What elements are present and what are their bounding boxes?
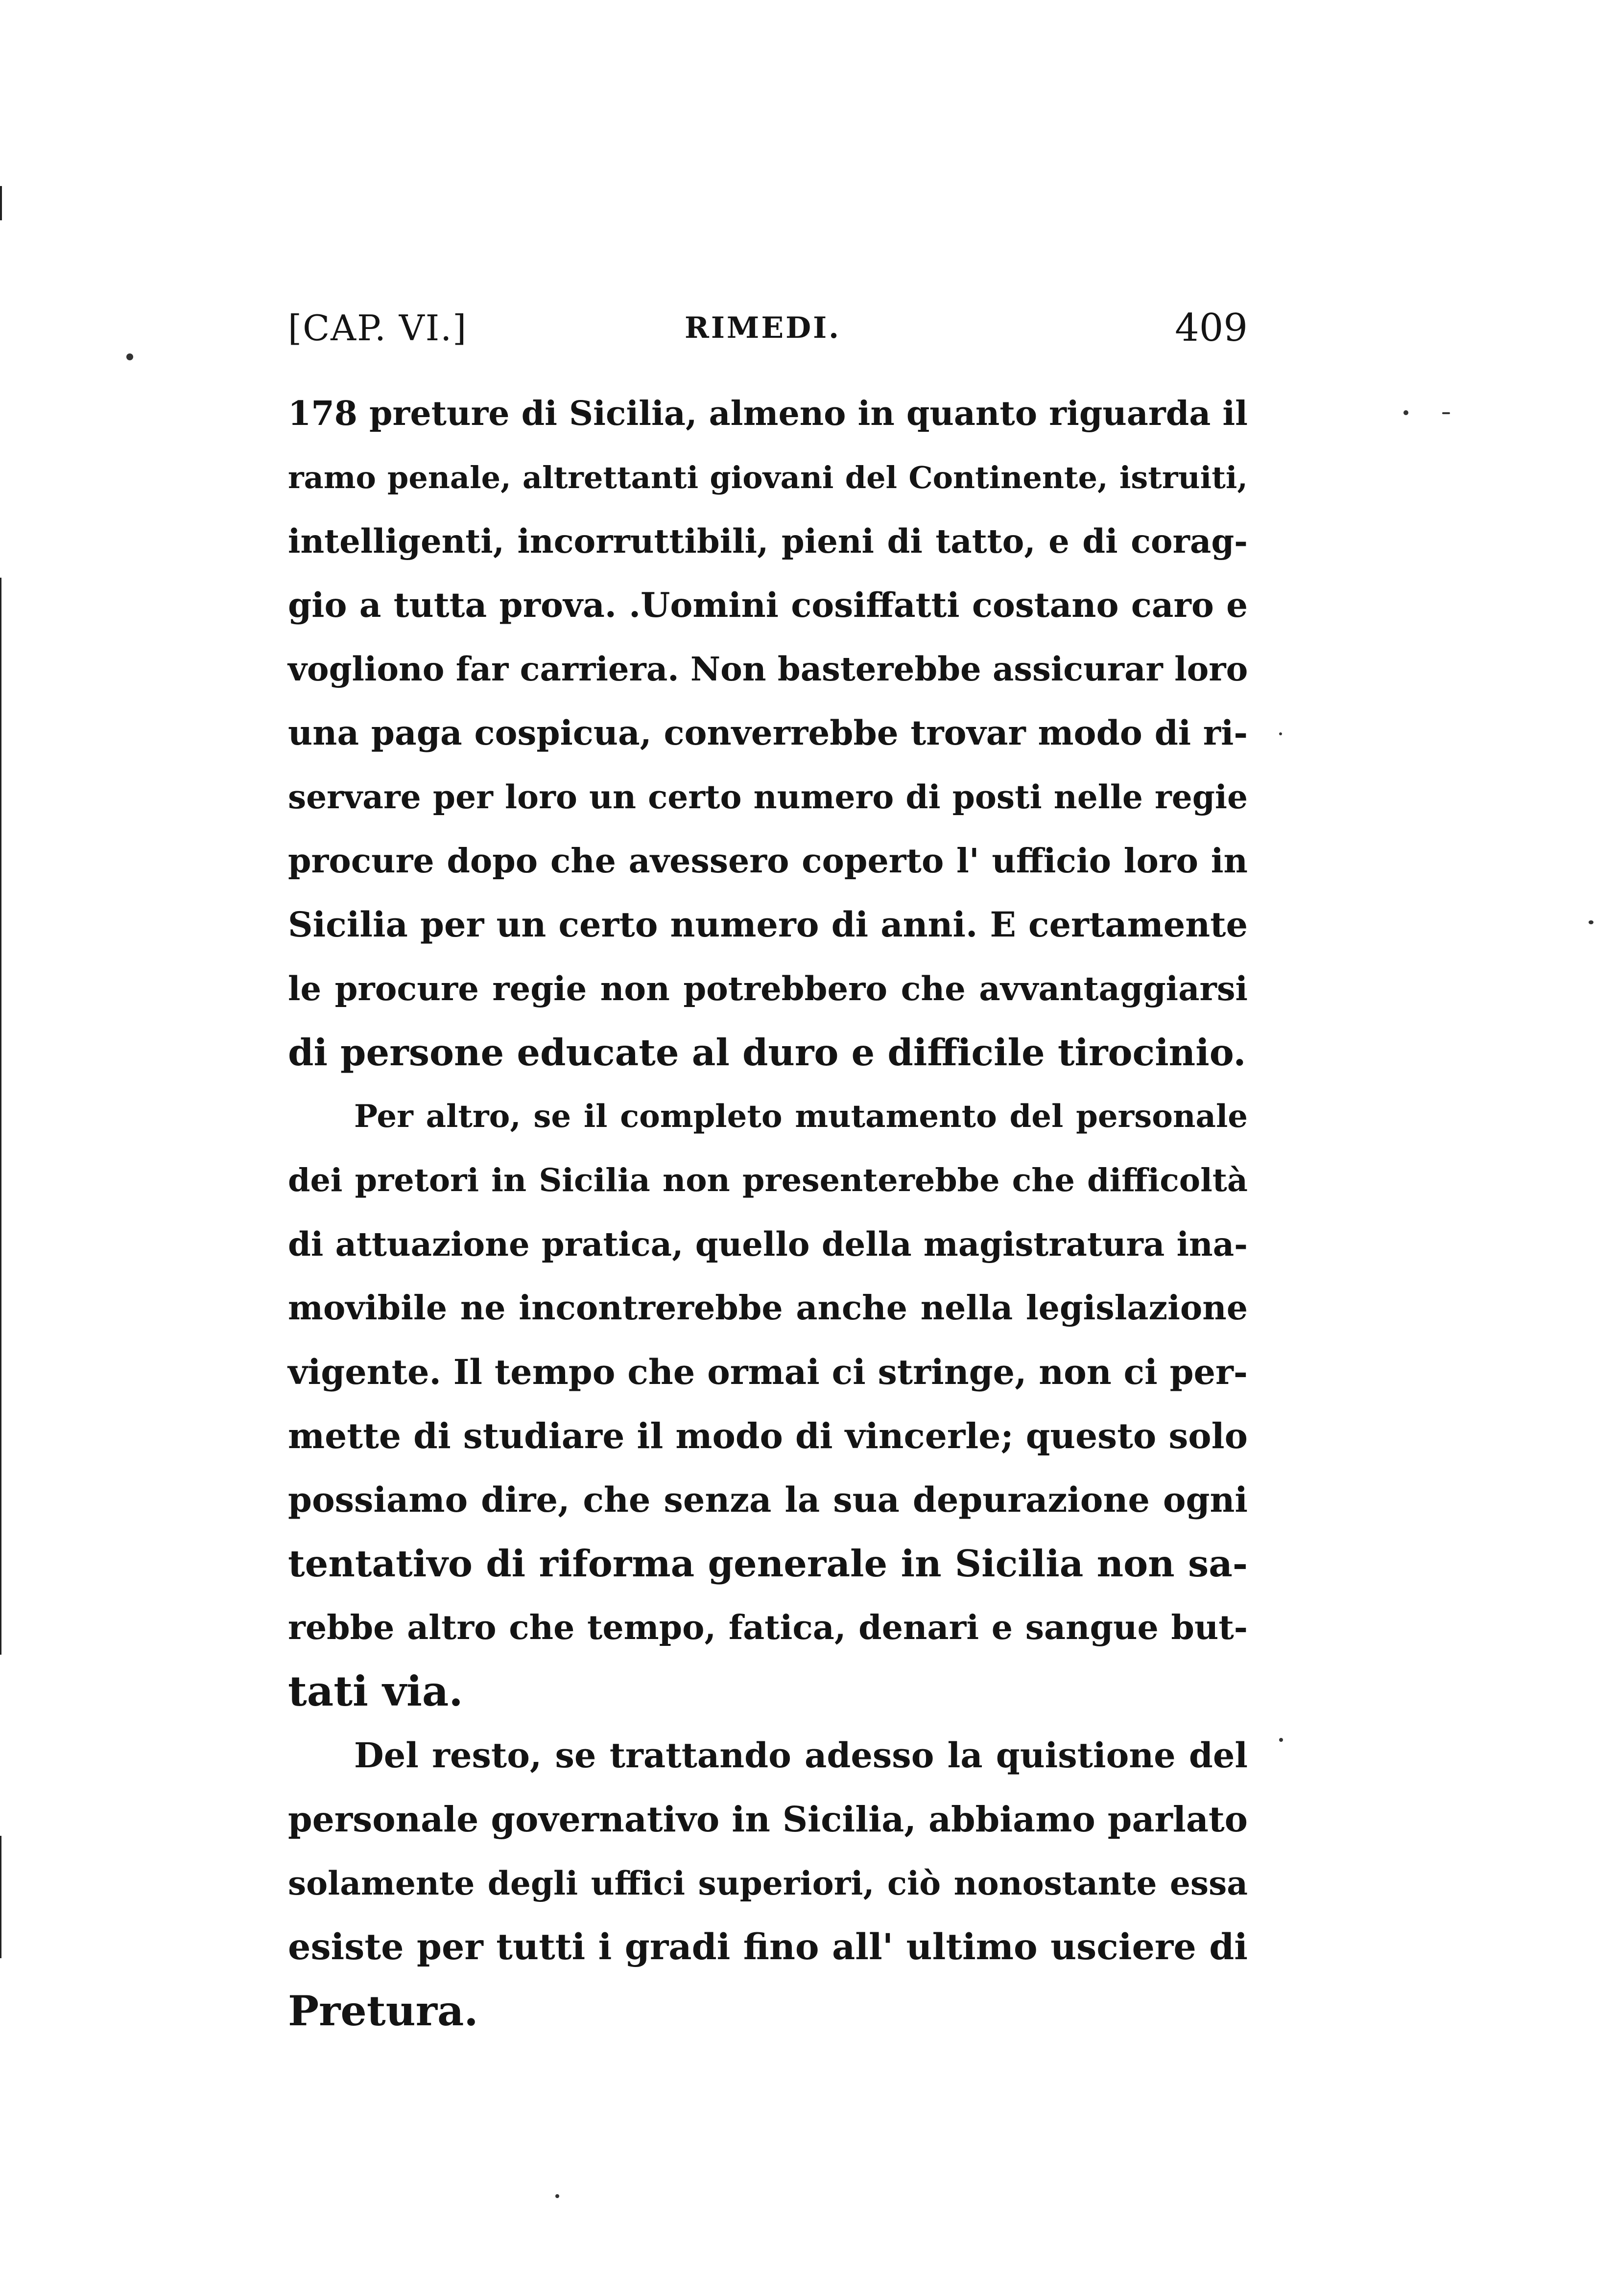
ink-speck: [1589, 920, 1593, 924]
text-line: una paga cospicua, converrebbe trovar modo di ri-: [288, 713, 1248, 753]
text-line: rebbe altro che tempo, fatica, denari e sangue but-: [288, 1608, 1248, 1647]
text-line: vogliono far carriera. Non basterebbe assicurar loro: [288, 650, 1248, 688]
text-line: servare per loro un certo numero di posti nelle regie: [288, 778, 1248, 816]
text-line: Pretura.: [288, 1986, 478, 2035]
ink-speck: [1403, 410, 1408, 415]
text-line: intelligenti, incorruttibili, pieni di tatto, e di corag-: [288, 522, 1248, 561]
paragraph-1: [288, 382, 1248, 1085]
text-line: procure dopo che avessero coperto l' ufficio loro in: [288, 841, 1248, 881]
text-line: personale governativo in Sicilia, abbiamo parlato: [288, 1799, 1248, 1840]
text-line: vigente. Il tempo che ormai ci stringe, non ci per-: [288, 1351, 1248, 1392]
text-line: movibile ne incontrerebbe anche nella legislazione: [288, 1289, 1248, 1328]
text-line: tentativo di riforma generale in Sicilia non sa-: [288, 1542, 1248, 1585]
body-text: [288, 382, 1248, 2043]
text-line: di attuazione pratica, quello della magistratura ina-: [288, 1224, 1248, 1264]
page-number: 409: [1175, 306, 1248, 350]
running-head: [288, 299, 1248, 357]
ink-speck: [1279, 732, 1282, 735]
text-line: Per altro, se il completo mutamento del personale: [354, 1098, 1248, 1135]
ink-speck: [555, 2194, 559, 2198]
text-line: Sicilia per un certo numero di anni. E certamente: [288, 904, 1248, 945]
text-line: Del resto, se trattando adesso la quistione del: [354, 1734, 1248, 1776]
paragraph-3: [288, 1724, 1248, 2043]
text-line: 178 preture di Sicilia, almeno in quanto riguarda il: [288, 394, 1248, 433]
scan-edge-mark: [0, 186, 2, 220]
text-line: dei pretori in Sicilia non presenterebbe che difficoltà: [288, 1162, 1248, 1199]
text-line: possiamo dire, che senza la sua depurazione ogni: [288, 1479, 1248, 1520]
ink-speck: [1442, 412, 1450, 414]
text-line: le procure regie non potrebbero che avvantaggiarsi: [288, 969, 1248, 1008]
paragraph-2: [288, 1085, 1248, 1724]
text-line: di persone educate al duro e difficile tirocinio.: [288, 1031, 1246, 1074]
running-title: RIMEDI.: [685, 311, 841, 345]
text-line: mette di studiare il modo di vincerle; questo solo: [288, 1415, 1248, 1456]
scan-edge-mark: [0, 1836, 1, 1958]
text-line: gio a tutta prova. .Uomini cosiffatti costano caro e: [288, 585, 1248, 625]
text-line: solamente degli uffici superiori, ciò nonostante essa: [288, 1864, 1248, 1902]
text-line: tati via.: [288, 1667, 463, 1715]
chapter-label: [CAP. VI.]: [288, 307, 468, 349]
ink-speck: [1279, 1738, 1283, 1742]
ink-speck: [126, 353, 133, 360]
scan-edge-mark: [0, 578, 1, 1655]
text-line: esiste per tutti i gradi fino all' ultimo usciere di: [288, 1926, 1248, 1968]
text-line: ramo penale, altrettanti giovani del Continente, istruiti,: [288, 459, 1248, 495]
